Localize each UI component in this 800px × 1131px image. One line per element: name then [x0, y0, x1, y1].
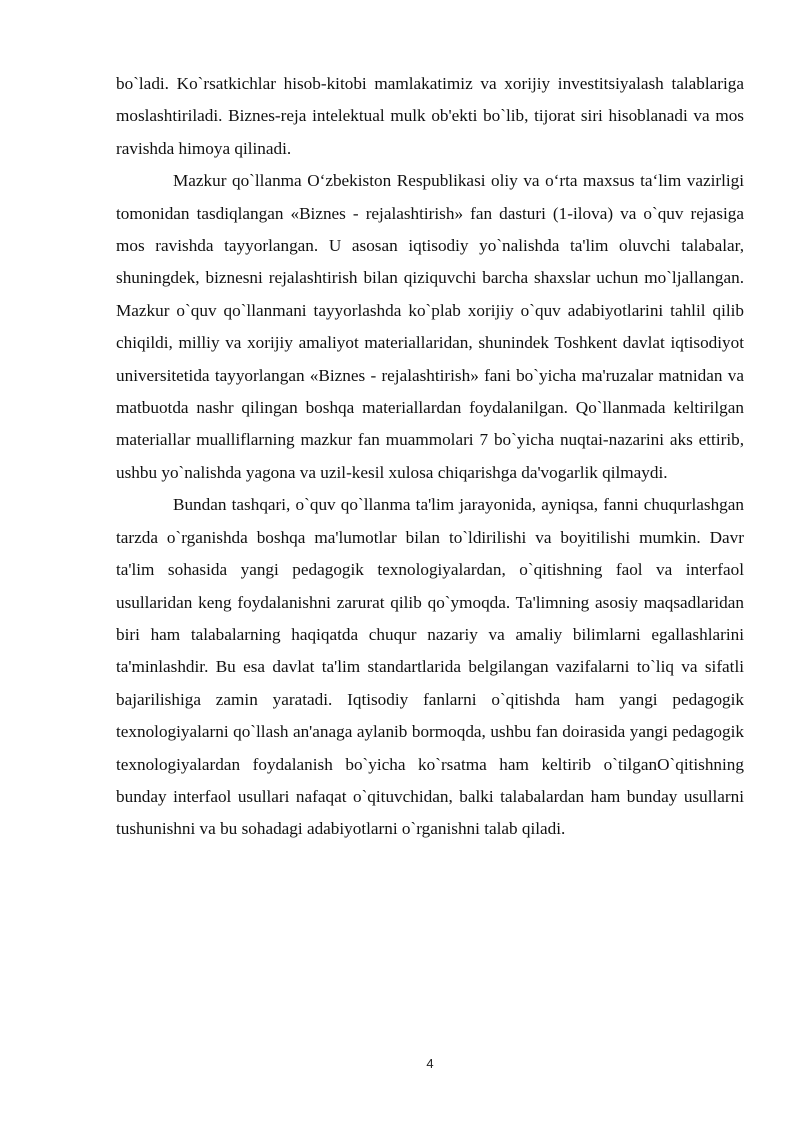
paragraph-manual-description: Mazkur qo`llanma O‘zbekiston Respublikasi oliy va o‘rta maxsus ta‘lim vazirligi tomonidan tasdiqlangan «Biznes - rejalashtirish» fan dasturi (1-ilova) va o`quv rejasiga mos ravishda tayyorlangan. U asosan iqtisodiy yo`nalishda ta'lim oluvchi talabalar, shuningdek, biznesni rejalashtirish bilan qiziquvchi barcha shaxslar uchun mo`ljallangan. Mazkur o`quv qo`llanmani tayyorlashda ko`plab xorijiy o`quv adabiyotlarini tahlil qilib chiqildi, milliy va xorijiy amaliyot materiallaridan, shunindek Toshkent davlat iqtisodiyot universitetida tayyorlangan «Biznes - rejalashtirish» fani bo`yicha ma'ruzalar matnidan va matbuotda nashr qilingan boshqa materiallardan foydalanilgan. Qo`llanmada keltirilgan materiallar mualliflarning mazkur fan muammolari 7 bo`yicha nuqtai-nazarini aks ettirib, ushbu yo`nalishda yagona va uzil-kesil xulosa chiqarishga da'vogarlik qilmaydi. — [116, 171, 744, 482]
page-number: 4 — [426, 1056, 434, 1071]
paragraph-continuation: bo`ladi. Ko`rsatkichlar hisob-kitobi mamlakatimiz va xorijiy investitsiyalash talablariga moslashtiriladi. Biznes-reja intelektual mulk ob'ekti bo`lib, tijorat siri hisoblanadi va mos ravishda himoya qilinadi. — [116, 74, 744, 158]
paragraph-teaching-methods: Bundan tashqari, o`quv qo`llanma ta'lim jarayonida, ayniqsa, fanni chuqurlashgan tarzda o`rganishda boshqa ma'lumotlar bilan to`ldirilishi va boyitilishi mumkin. Davr ta'lim sohasida yangi pedagogik texnologiyalardan, o`qitishning faol va interfaol usullaridan keng foydalanishni zarurat qilib qo`ymoqda. Ta'limning asosiy maqsadlaridan biri ham talabalarning haqiqatda chuqur nazariy va amaliy bilimlarni egallashlarini ta'minlashdir. Bu esa davlat ta'lim standartlarida belgilangan vazifalarni to`liq va sifatli bajarilishiga zamin yaratadi. Iqtisodiy fanlarni o`qitishda ham yangi pedagogik texnologiyalarni qo`llash an'anaga aylanib bormoqda, ushbu fan doirasida yangi pedagogik texnologiyalardan foydalanish bo`yicha ko`rsatma ham keltirib o`tilganO`qitishning bunday interfaol usullari nafaqat o`qituvchidan, balki talabalardan ham bunday usullarni tushunishni va bu sohadagi adabiyotlarni o`rganishni talab qiladi. — [116, 495, 744, 839]
document-body — [116, 68, 744, 846]
